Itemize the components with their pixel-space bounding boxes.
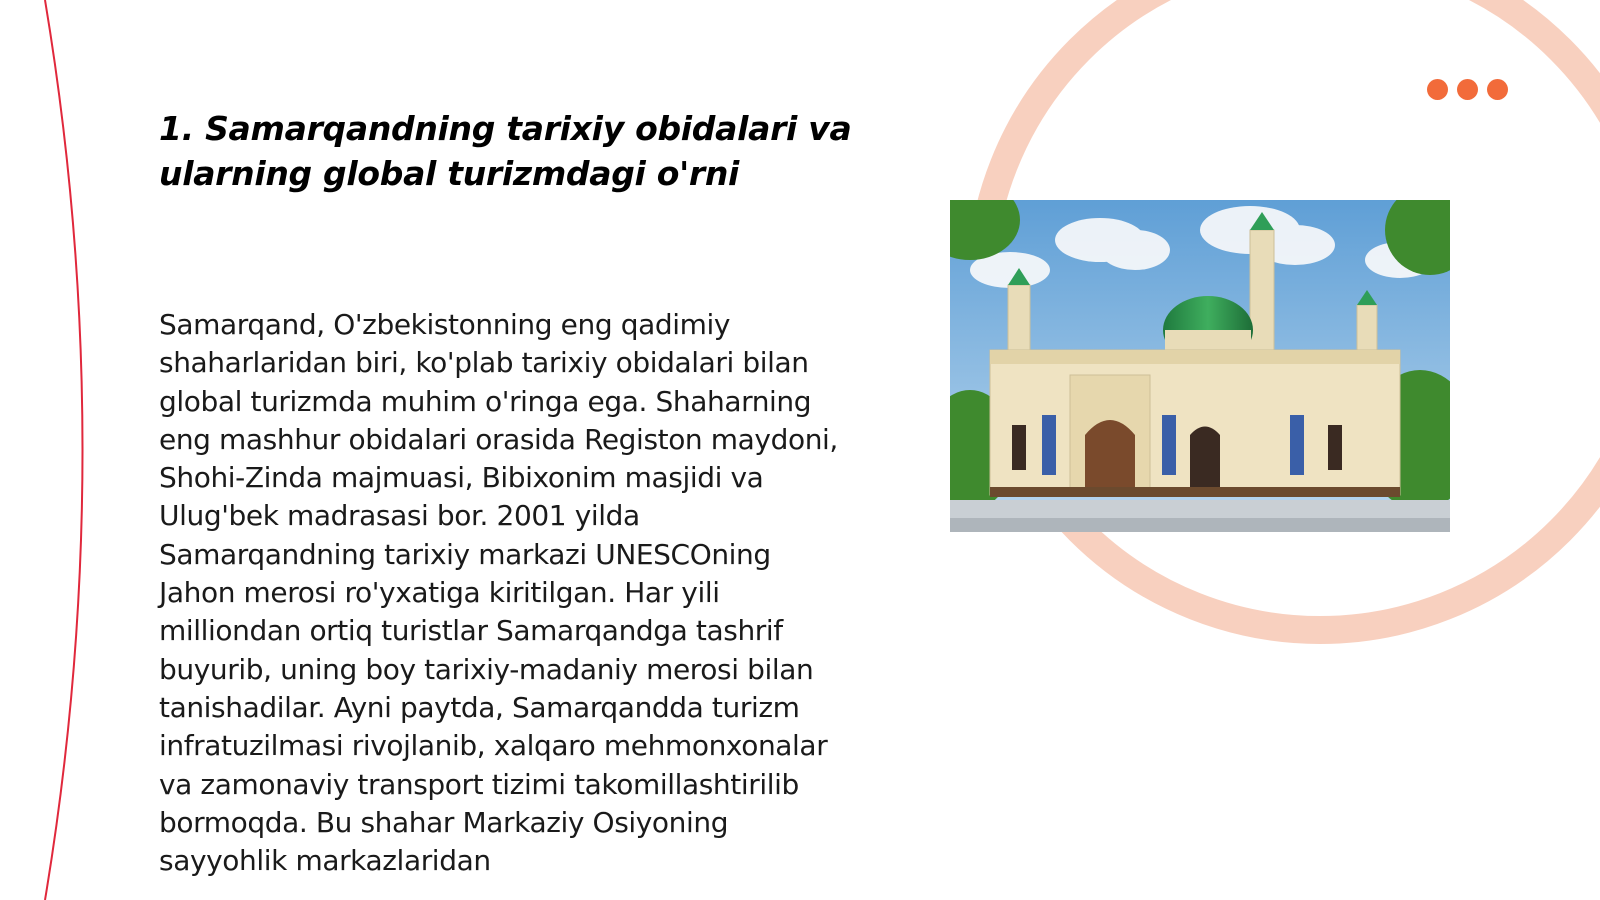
dots-menu — [1427, 79, 1508, 101]
dot-icon — [1457, 79, 1478, 100]
dot-icon — [1487, 79, 1508, 100]
slide-body-text: Samarqand, O'zbekistonning eng qadimiy shaharlaridan biri, ko'plab tarixiy obidalari bilan global turizmda muhim o'ringa ega. Shaharning eng mashhur obidalari orasida Registon maydoni, Shohi-Zinda majmuasi, Bibixonim masjidi va Ulug'bek madrasasi bor. 2001 yilda Samarqandning tarixiy markazi UNESCOning Jahon merosi ro'yxatiga kiritilgan. Har yili milliondan ortiq turistlar Samarqandga tashrif buyurib, uning boy tarixiy-madaniy merosi bilan tanishadilar. Ayni paytda, Samarqandda turizm infratuzilmasi rivojlanib, xalqaro mehmonxonalar va zamonaviy transport tizimi takomillashtirilib bormoqda. Bu shahar Markaziy Osiyoning sayyohlik markazlaridan — [159, 308, 838, 878]
slide-title: 1. Samarqandning tarixiy obidalari va ularning global turizmdagi o'rni — [159, 109, 852, 193]
dot-icon — [1427, 79, 1448, 100]
left-curve — [45, 0, 83, 900]
mosque-photo — [950, 200, 1450, 532]
